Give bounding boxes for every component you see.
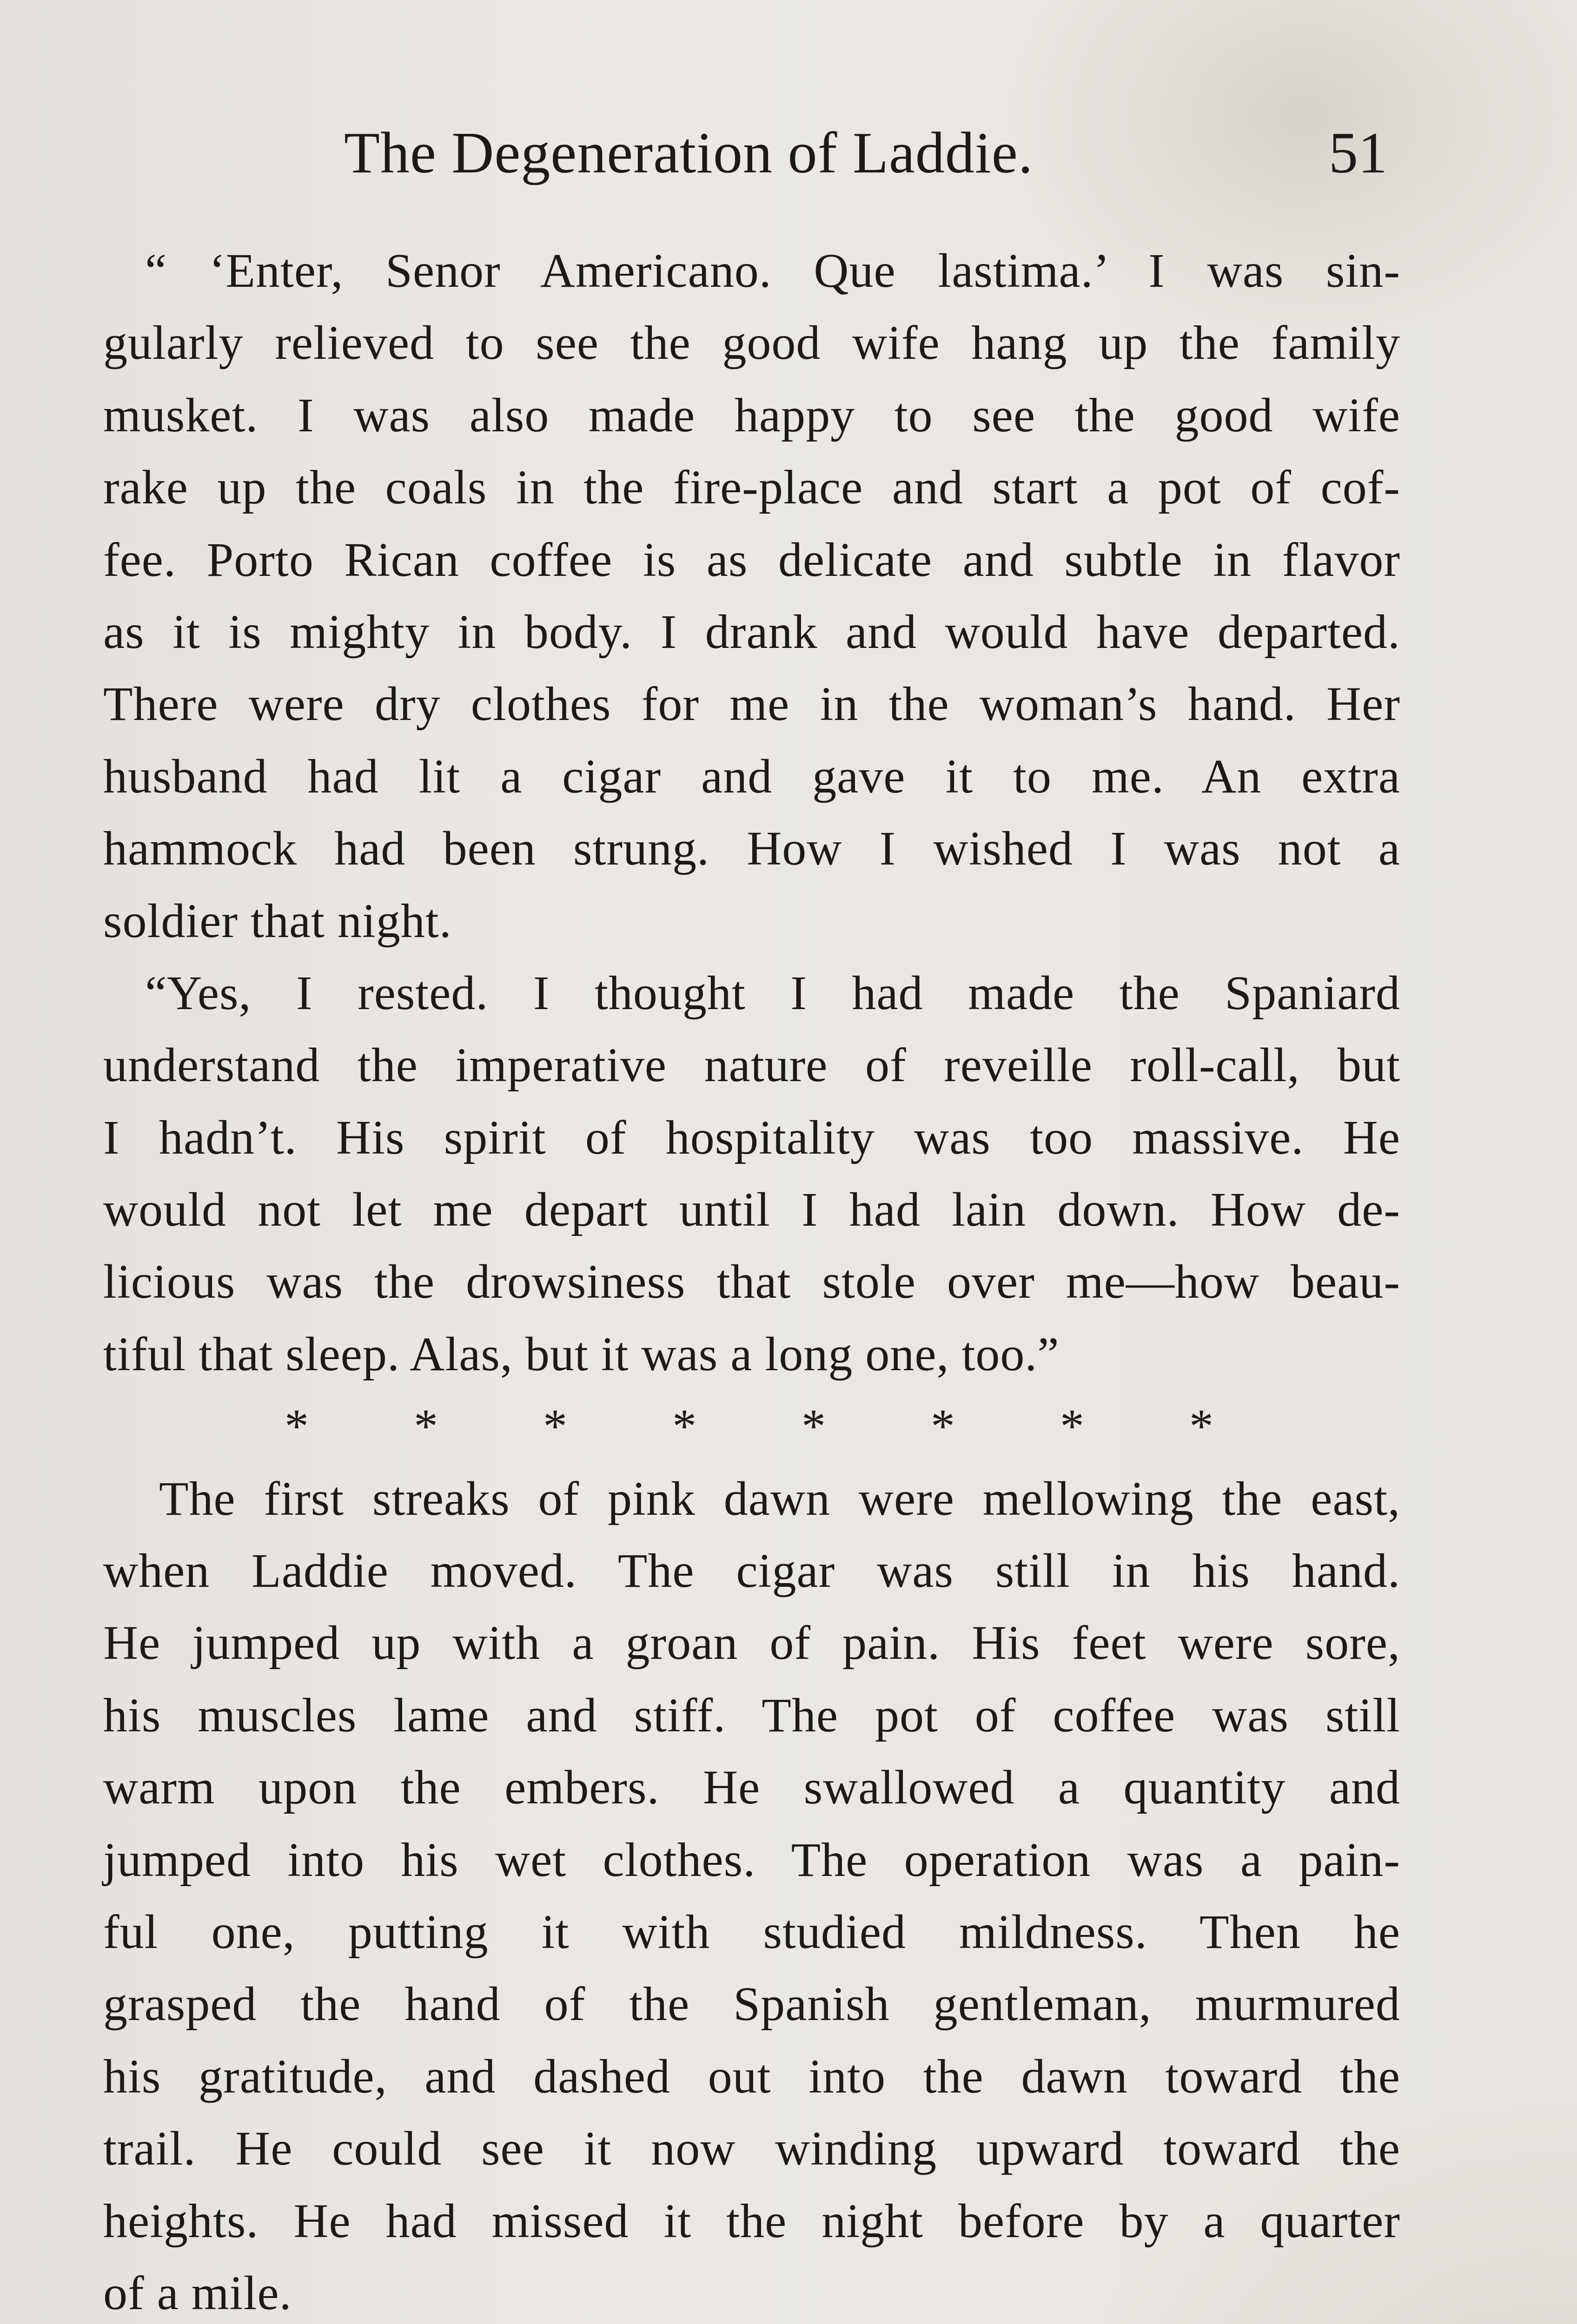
text-line: licious was the drowsiness that stole over me—how beau-	[103, 1255, 1400, 1309]
text-line: heights. He had missed it the night before by a quarter	[103, 2194, 1400, 2248]
section-break-star: *	[931, 1400, 955, 1453]
text-line: musket. I was also made happy to see the good wife	[103, 388, 1400, 442]
paragraph-3	[103, 1463, 1400, 2324]
running-head	[0, 107, 1577, 200]
running-title: The Degeneration of Laddie.	[344, 121, 1034, 185]
text-line: fee. Porto Rican coffee is as delicate and subtle in flavor	[103, 533, 1400, 587]
text-line: ful one, putting it with studied mildness. Then he	[103, 1905, 1400, 1959]
text-line: There were dry clothes for me in the woman’s hand. Her	[103, 677, 1400, 731]
text-line: hammock had been strung. How I wished I was not a	[103, 822, 1400, 876]
section-break-star: *	[543, 1400, 568, 1453]
text-line: his gratitude, and dashed out into the dawn toward the	[103, 2049, 1400, 2103]
section-break	[103, 1390, 1400, 1462]
text-line: “Yes, I rested. I thought I had made the Spaniard	[145, 966, 1400, 1020]
text-line: would not let me depart until I had lain down. How de-	[103, 1183, 1400, 1237]
text-line: his muscles lame and stiff. The pot of coffee was still	[103, 1688, 1400, 1742]
section-break-star: *	[1060, 1400, 1085, 1453]
section-break-star: *	[1189, 1400, 1214, 1453]
text-line: husband had lit a cigar and gave it to me. An extra	[103, 749, 1400, 803]
section-break-star: *	[802, 1400, 826, 1453]
text-line: soldier that night.	[103, 894, 452, 948]
text-line: trail. He could see it now winding upward toward the	[103, 2122, 1400, 2176]
body-text	[103, 235, 1400, 2324]
section-break-star: *	[414, 1400, 438, 1453]
text-line: when Laddie moved. The cigar was still in his hand.	[103, 1544, 1400, 1598]
text-line: as it is mighty in body. I drank and would have departed.	[103, 605, 1400, 659]
section-break-star: *	[672, 1400, 697, 1453]
text-line: gularly relieved to see the good wife hang up the family	[103, 316, 1400, 370]
text-line: He jumped up with a groan of pain. His feet were sore,	[103, 1616, 1400, 1670]
section-break-star: *	[285, 1400, 309, 1453]
text-line: understand the imperative nature of reveille roll-call, but	[103, 1038, 1400, 1092]
paragraph-1	[103, 235, 1400, 957]
text-line: I hadn’t. His spirit of hospitality was too massive. He	[103, 1110, 1400, 1164]
paragraph-2	[103, 957, 1400, 1390]
text-line: tiful that sleep. Alas, but it was a long one, too.”	[103, 1327, 1060, 1381]
text-line: jumped into his wet clothes. The operation was a pain-	[103, 1833, 1400, 1887]
text-line: of a mile.	[103, 2266, 292, 2320]
text-line: grasped the hand of the Spanish gentleman, murmured	[103, 1977, 1400, 2031]
page-number: 51	[1329, 121, 1387, 185]
text-line: “ ‘Enter, Senor Americano. Que lastima.’ I was sin-	[145, 244, 1400, 297]
text-line: The first streaks of pink dawn were mellowing the east,	[159, 1472, 1400, 1525]
text-line: warm upon the embers. He swallowed a quantity and	[103, 1761, 1400, 1815]
text-line: rake up the coals in the fire-place and start a pot of cof-	[103, 461, 1400, 515]
